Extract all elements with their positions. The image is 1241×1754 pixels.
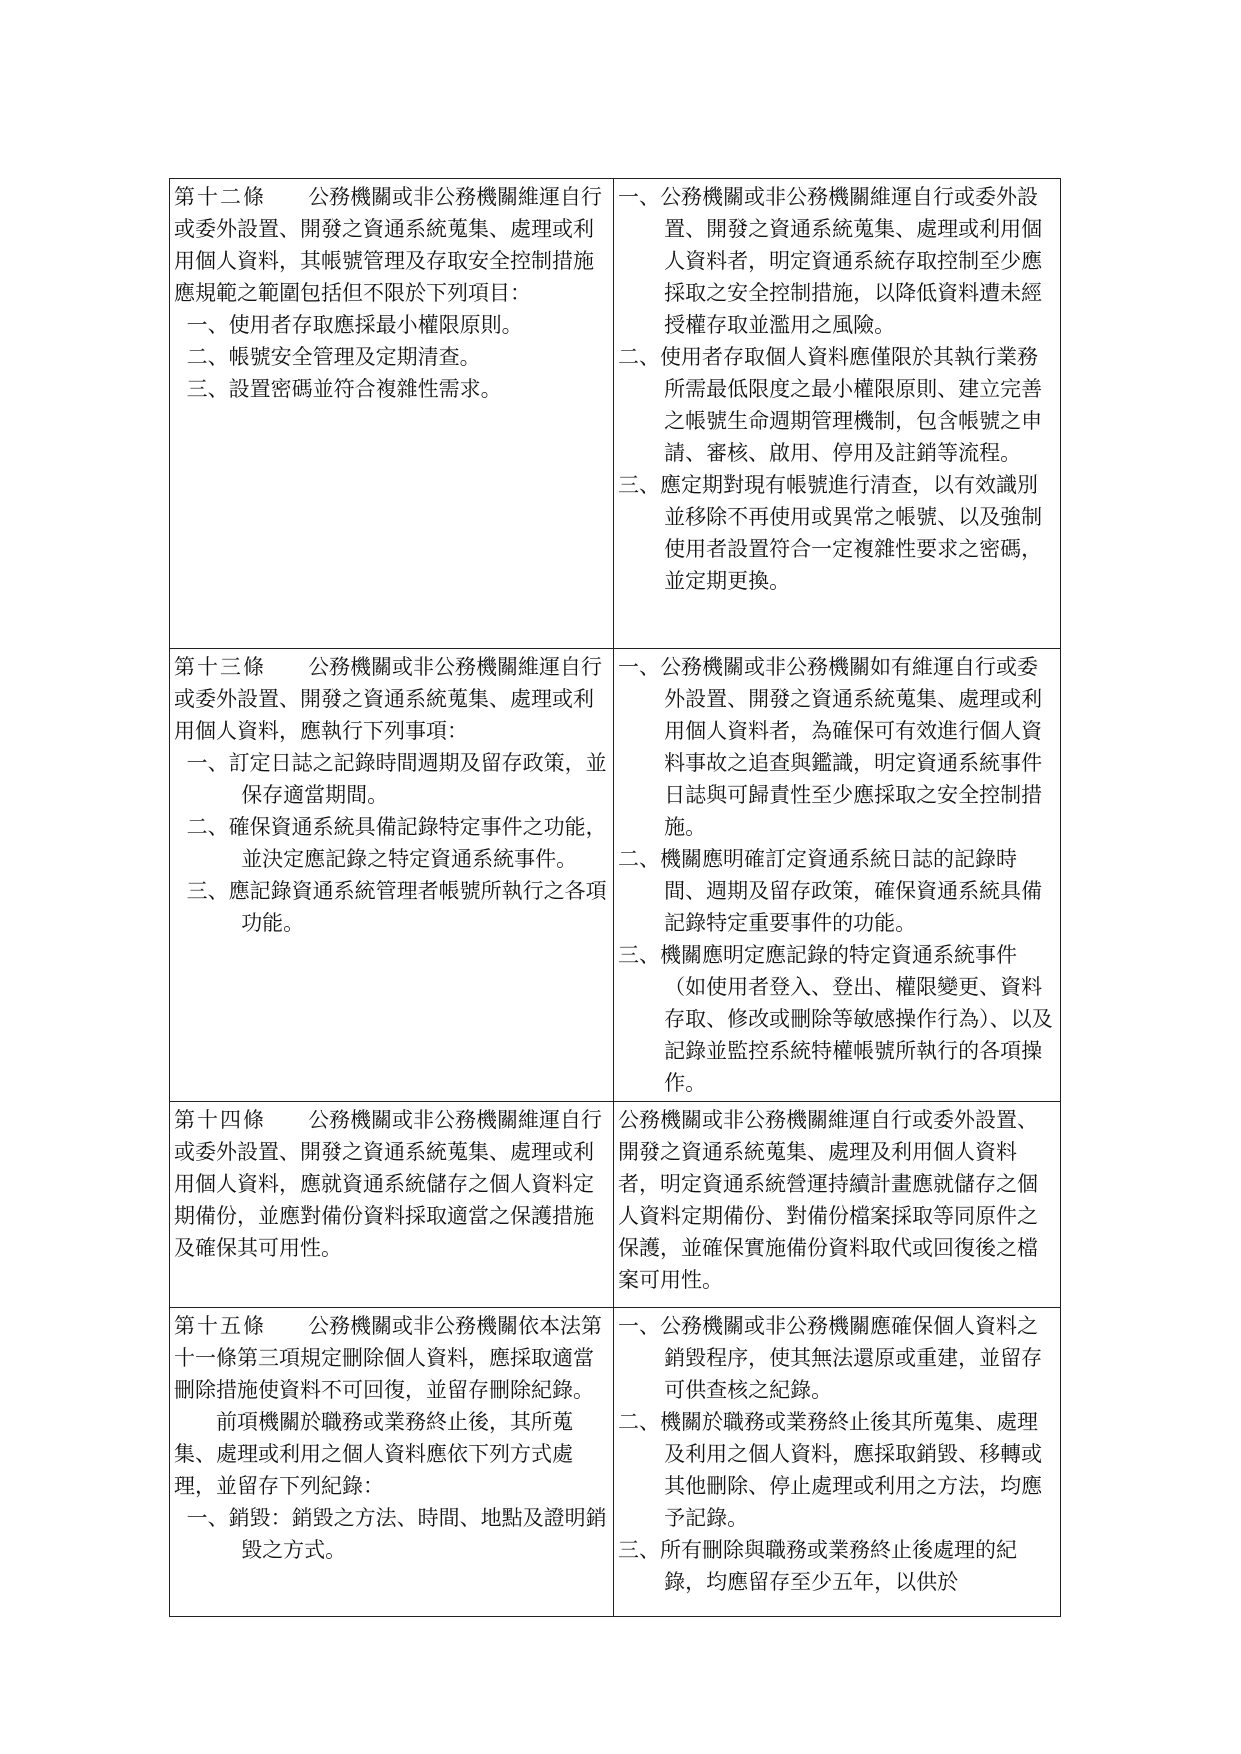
article-13-item-3: 三、應記錄資通系統管理者帳號所執行之各項功能。 — [186, 879, 607, 935]
article-13-body: 公務機關或非公務機關維運自行或委外設置、開發之資通系統蒐集、處理或利用個人資料，應執行下列事項： — [174, 655, 602, 743]
article-13-item-1: 一、訂定日誌之記錄時間週期及留存政策，並保存適當期間。 — [186, 751, 607, 807]
article-12-item-3: 三、設置密碼並符合複雜性需求。 — [186, 377, 502, 401]
table-row-article-15 — [170, 1308, 1061, 1617]
article-12-provision-cell — [170, 179, 614, 649]
article-12-item-1: 一、使用者存取應採最小權限原則。 — [186, 313, 523, 337]
article-15-number: 第十五條 — [174, 1314, 266, 1338]
table-row-article-13 — [170, 649, 1061, 1102]
regulation-comparison-table — [169, 178, 1061, 1617]
article-12-provision-text — [174, 181, 609, 309]
article-15-provision-cell — [170, 1308, 614, 1617]
table-row-article-12 — [170, 179, 1061, 649]
article-14-body: 公務機關或非公務機關維運自行或委外設置、開發之資通系統蒐集、處理或利用個人資料，應就資通系統儲存之個人資料定期備份，並應對備份資料採取適當之保護措施及確保其可用性。 — [174, 1108, 602, 1260]
article-12-explanation-1: 一、公務機關或非公務機關維運自行或委外設置、開發之資通系統蒐集、處理或利用個人資料者，明定資通系統存取控制至少應採取之安全控制措施，以降低資料遭未經授權存取並濫用之風險。 — [617, 185, 1043, 337]
article-13-provision-text — [174, 651, 609, 747]
article-13-item-2: 二、確保資通系統具備記錄特定事件之功能，並決定應記錄之特定資通系統事件。 — [186, 815, 607, 871]
article-13-explanation-1: 一、公務機關或非公務機關如有維運自行或委外設置、開發之資通系統蒐集、處理或利用個人資料者，為確保可有效進行個人資料事故之追查與鑑識，明定資通系統事件日誌與可歸責性至少應採取之安全控制措施。 — [617, 655, 1043, 839]
table-row-article-14 — [170, 1102, 1061, 1308]
article-12-explanation-cell — [613, 179, 1060, 649]
article-13-explanation-3: 三、機關應明定應記錄的特定資通系統事件（如使用者登入、登出、權限變更、資料存取、修改或刪除等敏感操作行為）、以及記錄並監控系統特權帳號所執行的各項操作。 — [617, 943, 1053, 1095]
article-13-explanation-cell — [613, 649, 1060, 1102]
article-13-number: 第十三條 — [174, 655, 266, 679]
article-12-body: 公務機關或非公務機關維運自行或委外設置、開發之資通系統蒐集、處理或利用個人資料，其帳號管理及存取安全控制措施應規範之範圍包括但不限於下列項目： — [174, 185, 602, 305]
article-15-explanation-1: 一、公務機關或非公務機關應確保個人資料之銷毀程序，使其無法還原或重建，並留存可供查核之紀錄。 — [617, 1314, 1043, 1402]
article-14-explanation-cell — [613, 1102, 1060, 1308]
article-13-provision-cell — [170, 649, 614, 1102]
article-12-explanation-3: 三、應定期對現有帳號進行清查，以有效識別並移除不再使用或異常之帳號、以及強制使用者設置符合一定複雜性要求之密碼，並定期更換。 — [617, 473, 1043, 593]
article-14-explanation: 公務機關或非公務機關維運自行或委外設置、開發之資通系統蒐集、處理及利用個人資料者，明定資通系統營運持續計畫應就儲存之個人資料定期備份、對備份檔案採取等同原件之保護，並確保實施備份資料取代或回復後之檔案可用性。 — [617, 1108, 1038, 1292]
article-13-explanation-2: 二、機關應明確訂定資通系統日誌的記錄時間、週期及留存政策，確保資通系統具備記錄特定重要事件的功能。 — [617, 847, 1043, 935]
article-15-explanation-cell — [613, 1308, 1060, 1617]
article-12-item-2: 二、帳號安全管理及定期清查。 — [186, 345, 481, 369]
article-14-provision-cell — [170, 1102, 614, 1308]
article-14-number: 第十四條 — [174, 1108, 266, 1132]
article-12-number: 第十二條 — [174, 185, 266, 209]
article-15-provision-text — [174, 1310, 609, 1406]
article-15-item-1: 一、銷毀：銷毀之方法、時間、地點及證明銷毀之方式。 — [186, 1506, 607, 1562]
article-14-provision-text — [174, 1104, 609, 1264]
article-15-body: 公務機關或非公務機關依本法第十一條第三項規定刪除個人資料，應採取適當刪除措施使資料不可回復，並留存刪除紀錄。 — [174, 1314, 602, 1402]
article-15-explanation-2: 二、機關於職務或業務終止後其所蒐集、處理及利用之個人資料，應採取銷毀、移轉或其他刪除、停止處理或利用之方法，均應予記錄。 — [617, 1410, 1043, 1530]
article-15-paragraph-2: 前項機關於職務或業務終止後，其所蒐集、處理或利用之個人資料應依下列方式處理，並留存下列紀錄： — [174, 1410, 573, 1498]
article-15-explanation-3: 三、所有刪除與職務或業務終止後處理的紀錄，均應留存至少五年，以供於 — [617, 1538, 1017, 1594]
article-12-explanation-2: 二、使用者存取個人資料應僅限於其執行業務所需最低限度之最小權限原則、建立完善之帳號生命週期管理機制，包含帳號之申請、審核、啟用、停用及註銷等流程。 — [617, 345, 1043, 465]
